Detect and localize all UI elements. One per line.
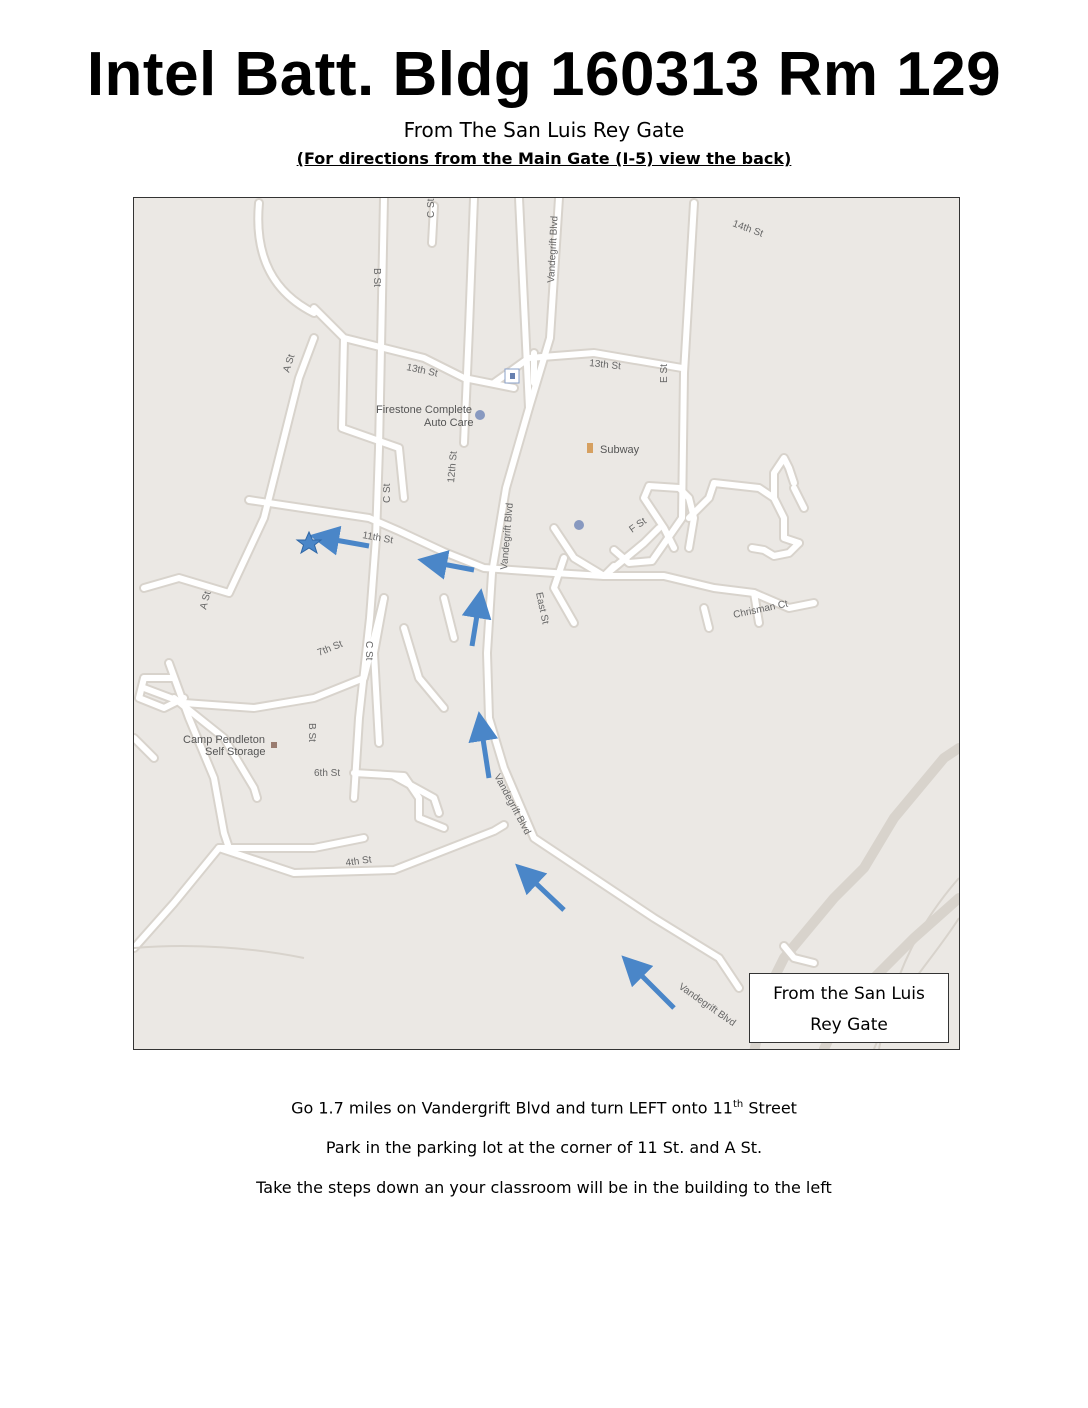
street-label-c-st-mid: C St <box>382 483 393 503</box>
street-label-4th-st: 4th St <box>344 854 373 869</box>
street-label-c-st-top: C St <box>426 198 437 218</box>
shopping-icon-2 <box>574 520 584 530</box>
map-canvas <box>134 198 959 1049</box>
poi-firestone-line1: Firestone Complete <box>376 404 472 416</box>
street-label-11th-st: 11th St <box>361 530 394 547</box>
poi-storage-line2: Self Storage <box>205 746 266 758</box>
street-label-13th-st-west: 13th St <box>405 362 439 380</box>
storage-icon <box>271 742 277 748</box>
street-label-vandegrift-mid: Vandegrift Blvd <box>499 502 516 571</box>
legend-line1: From the San Luis <box>773 984 925 1004</box>
street-label-13th-st-east: 13th St <box>588 358 622 373</box>
street-label-east-st: East St <box>533 591 551 626</box>
street-label-a-st-mid: A St <box>198 590 214 611</box>
street-label-vandegrift-top: Vandegrift Blvd <box>546 215 561 284</box>
street-label-chrisman-ct: Chrisman Ct <box>732 598 789 621</box>
route-map <box>133 197 960 1050</box>
poi-firestone-line2: Auto Care <box>424 417 474 429</box>
direction-step-1-sup: th <box>732 1099 744 1110</box>
direction-step-3: Take the steps down an your classroom will be in the building to the left <box>256 1178 832 1198</box>
back-page-note: (For directions from the Main Gate (I-5) view the back) <box>296 149 792 168</box>
direction-step-1 <box>0 1094 1088 1119</box>
page-subtitle: From The San Luis Rey Gate <box>403 118 685 142</box>
poi-subway: Subway <box>600 444 640 456</box>
street-label-7th-st: 7th St <box>316 638 345 659</box>
direction-step-2: Park in the parking lot at the corner of 11 St. and A St. <box>325 1138 763 1158</box>
street-label-c-st-low: C St <box>363 641 374 661</box>
street-label-12th-st: 12th St <box>446 450 460 484</box>
street-label-f-st: F St <box>627 515 649 536</box>
street-label-a-st-top: A St <box>281 353 298 374</box>
street-label-b-st-low: B St <box>306 723 317 742</box>
page-title: Intel Batt. Bldg 160313 Rm 129 <box>86 40 1002 109</box>
directions-section <box>0 1094 1088 1217</box>
direction-step-1-after: Street <box>743 1098 797 1118</box>
street-label-14th-st: 14th St <box>730 218 765 240</box>
direction-step-1-text: Go 1.7 miles on Vandergrift Blvd and turn LEFT onto 11 <box>291 1098 733 1118</box>
restaurant-icon <box>587 443 593 453</box>
street-label-b-st-top: B St <box>371 268 382 287</box>
poi-storage-line1: Camp Pendleton <box>183 734 265 746</box>
street-label-vandegrift-low: Vandegrift Blvd <box>491 772 533 837</box>
map-legend-box <box>749 973 949 1043</box>
street-label-6th-st: 6th St <box>314 768 341 779</box>
street-label-e-st: E St <box>659 364 670 383</box>
shopping-icon <box>475 410 485 420</box>
transit-icon-glyph <box>510 373 515 379</box>
legend-line2: Rey Gate <box>810 1015 888 1035</box>
street-label-vandegrift-bottom: Vandegrift Blvd <box>676 981 738 1029</box>
